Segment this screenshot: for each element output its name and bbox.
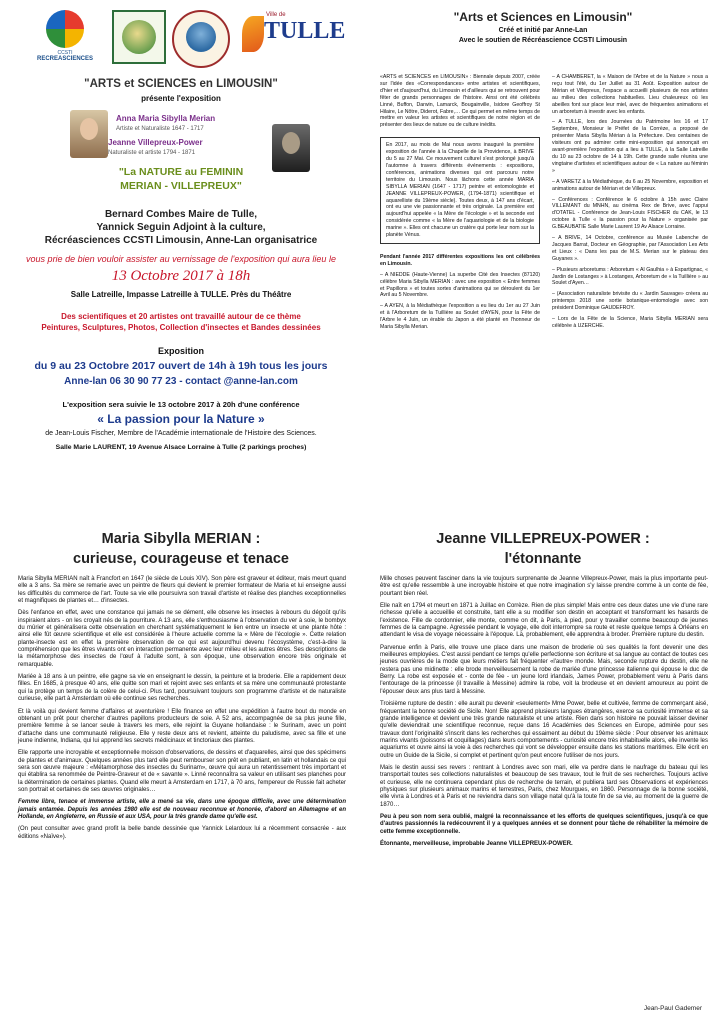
artists-line-2: Peintures, Sculptures, Photos, Collection d'insectes et Bandes dessinées	[41, 323, 321, 332]
power-title-2: l'étonnante	[504, 551, 582, 567]
host-line: Yannick Seguin Adjoint à la culture,	[96, 222, 266, 233]
merian-footnote: (On peut consulter avec grand profit la belle bande dessinée que Yannick Lelardoux lui a récemment consacrée - aux éditions «Naïve»).	[18, 826, 346, 840]
contact: Anne-lan 06 30 90 77 23 - contact @anne-lan.com	[64, 376, 298, 387]
ccsti-logo-text: CCSTI	[57, 50, 73, 56]
about-title: "Arts et Sciences en Limousin"	[453, 10, 633, 24]
power-paragraph: Elle naît en 1794 et meurt en 1871 à Juillac en Corrèze. Rien de plus simple! Mais entre ces deux dates une vie d'une rare richesse qu'elle a accueillie et construite, tant elle a su modifier son destin en acceptant et transformant les hasards de l'existence. Fille de cordonnier, elle monte, comme on dit, à Paris, à pied, pour y travailler comme beaucoup de jeunes femmes de la campagne. Agressée pendant le voyage, elle doit interrompre sa route et reste quelque temps à Orléans en attendant le visa de voyage nécessaire à l'époque. Là, probablement, elle apprendra à broder. Première rupture du destin.	[380, 603, 708, 639]
leaf-icon	[122, 20, 156, 54]
hosts	[0, 208, 362, 247]
merian-paragraph: Dès l'enfance en effet, avec une constance qui jamais ne se dément, elle observe les insectes à rebours du dégoût qu'ils inspiraient alors - on les croyait nés de la pourriture. A 13 ans, elle s'enthousiasme à l'observation du ver à soie, le bombyx du mûrier et généralisera cette observation en cherchant systématiquement le lien entre un insecte et une plante hôte : ainsi elle fût œuvre scientifique et elle est considérée à l'heure actuelle comme la « Mère de l'écologie ». Cette relation plante-insecte est en effet la première observation de ce qui est aujourd'hui devenu l'écosystème, c'est-à-dire la compréhension que les êtres vivants ont en interaction permanente avec leur milieu et les autres êtres. Ses descriptions de la métamorphose des insectes de l'œuf à l'adulte sont, à son époque, une observation encore très originale et remarquable.	[18, 610, 346, 668]
about-left-column	[380, 74, 540, 335]
boxed-paragraph: En 2017, au mois de Mai nous avons inauguré la première exposition de l'année à la Chapelle de la Providence, à BRIVE du 5 au 27 Mai. Ce mouvement culturel s'est prolongé jusqu'à l'automne à travers différents événements : expositions, conférences, animations diverses qui ont parcouru notre territoire du Limousin. Nous lâchons cette année MARIA SIBYLLA MERIAN (1647 - 1717) peintre et entomologiste et JEANNE VILLEPREUX-POWER, (1794-1871) scientifique et aquarelliste du 19ème siècle). Toutes deux, à 147 ans d'écart, ont eu une vie passionnante et très originale. La première est aujourd'hui appelée « la Mère de l'écologie » et la seconde est considérée comme « la Mère de l'aquariologie et de la biologie marine ». Elles ont chacune un cratère qui porte leur nom sur la planète Vénus.	[380, 137, 540, 244]
merian-name: Anna Maria Sibylla Merian	[116, 114, 216, 123]
conference-speaker: de Jean-Louis Fischer, Membre de l'Académie internationale de l'Histoire des Sciences.	[45, 430, 317, 437]
power-title-1: Jeanne VILLEPREUX-POWER :	[436, 531, 650, 547]
ccsti-logo-subtext: RECREASCIENCES	[36, 56, 93, 62]
portraits	[70, 110, 310, 170]
power-paragraph: Troisième rupture de destin : elle aurait pu devenir «seulement» Mme Power, belle et cultivée, femme de commerçant aisé, fréquentant la bonne société de Sicile. Non! Elle apprend plusieurs langues étrangères, exerce sa curiosité immense et sa grande intelligence et devient une très grande naturaliste et une artiste. Rien dans son histoire ne pouvait laisser deviner qu'elle deviendrait une scientifique reconnue, reçue dans 16 Académies des Sciences en Europe, admirée pour ses travaux dont l'originalité s'inscrit dans les recherches qui essaiment au début du 19ème siècle : Pour observer les animaux marins vivants (poissons et coquillages) dans leurs comportements - curiosité encore très inhabituelle alors, elle invente les aquariums et ouvre ainsi la voie à des recherches qui vont se développer ensuite dans les stations maritimes. Elle écrit en outre un Guide de la Sicile, si complet et pertinent qu'on peut encore l'utiliser de nos jours.	[380, 701, 708, 759]
event-item: – (Association naturaliste brivisite du « Jardin Sauvage» créera au printemps 2018 une sortie botanique-entomologie avec son président Dominique GAUDEFROY.	[552, 291, 708, 312]
power-name: Jeanne Villepreux-Power	[108, 138, 203, 147]
artists-line-1: Des scientifiques et 20 artistes ont travaillé autour de ce thème	[61, 312, 301, 321]
invitation-panel	[0, 0, 362, 512]
power-portrait	[272, 124, 310, 172]
power-role: Naturaliste et artiste 1794 - 1871	[108, 150, 196, 156]
tulle-wave-icon	[242, 16, 264, 52]
ccsti-logo-icon	[46, 10, 84, 48]
invite-line: vous prie de bien vouloir assister au vernissage de l'exposition qui aura lieu le	[26, 254, 336, 264]
merian-title-1: Maria Sibylla MERIAN :	[101, 531, 261, 547]
bird-icon	[186, 22, 216, 52]
event-item: – A AYEN, à la Médiathèque l'exposition a eu lieu du 1er au 27 Juin et à l'Arboretum de la Tuillière au Soulet d'AYEN, pour la Fête de l'Arbre le 4 Juin, un érable du Japon a été planté en l'honneur de Maria Sibylla Merian.	[380, 303, 540, 331]
presents-line: présente l'exposition	[141, 94, 221, 103]
expo-dates: du 9 au 23 Octobre 2017 ouvert de 14h à 19h tous les jours	[34, 360, 328, 372]
about-subtitle-1: Créé et initié par Anne-Lan	[498, 27, 588, 34]
merian-title-2: curieuse, courageuse et tenace	[73, 551, 289, 567]
event-item: – Conférences : Conférence le 6 octobre à 15h avec Claire VILLEMANT du MNHN, au cinéma Rex de Brive, avec l'appui d'OTATEL - Conférence de Jean-Louis FISCHER du CAK, le 13 octobre à Tulle « la passion pour la Nature » organisée par G.BEAUBATIE Salle Marie Laurent 19 Av Alsace Lorraine.	[552, 196, 708, 231]
about-subtitle-2: Avec le soutien de Récréascience CCSTI Limousin	[458, 37, 628, 44]
event-item: – A VARETZ à la Médiathèque, du 6 au 25 Novembre, exposition et animations autour de Mérian et de Villepreux.	[552, 178, 708, 192]
invitation-heading: "ARTS et SCIENCES en LIMOUSIN"	[84, 78, 278, 90]
merian-portrait	[70, 110, 108, 158]
power-paragraph: Mille choses peuvent fasciner dans la vie toujours surprenante de Jeanne Villepreux-Power, mais la plus importante peut-être est qu'elle ressemble à une incroyable histoire et que notre imagination s'y laisse prendre comme à un conte de fée, pourtant bien réel.	[380, 576, 708, 597]
event-item: – A TULLE, lors des Journées du Patrimoine les 16 et 17 Septembre, Monsieur le Préfet de la Corrèze, a proposé de présenter Maria Sibylla Mérian à la Préfecture. Des centaines de visiteurs ont pu admirer cette mini-exposition qui annonçait en avant-première l'exposition qui a lieu à TULLE, à la Salle Latreille du 10 au 23 octobre de 14 à 19h. Cette grande salle réunira une vingtaine d'artistes et scientifiques autour de « La nature au féminin »	[552, 119, 708, 174]
host-line: Bernard Combes Maire de Tulle,	[104, 209, 258, 220]
event-item: – Lors de la Fête de la Science, Maria Sibylla MERIAN sera célébrée à UZERCHE.	[552, 316, 708, 329]
merian-paragraph: Maria Sibylla MERIAN naît à Francfort en 1647 (le siècle de Louis XIV). Son père est graveur et éditeur, mais meurt quand elle a 3 ans. Sa mère se remarie avec un peintre de fleurs qui devient le premier formateur de Maria et lui enseigne aussi les difficultés du commerce de l'art. Toute sa vie elle poursuivra son travail d'artiste et réalise des planches exceptionnelles et magnifiques de plantes et… d'insectes.	[18, 576, 346, 605]
conference-title: « La passion pour la Nature »	[97, 412, 265, 426]
power-closing: Étonnante, merveilleuse, improbable Jeanne VILLEPREUX-POWER.	[380, 841, 573, 847]
theme-line-1: "La NATURE au FEMININ	[118, 166, 244, 178]
merian-bold-paragraph: Femme libre, tenace et immense artiste, elle a mené sa vie, dans une époque difficile, avec une détermination jamais entamée. Depuis les années 1980 elle est de nouveau reconnue et honorée, d'abord en Allemagne et en Hollande, en Angleterre, en Russie et aux USA, pour la très grande dame qu'elle est.	[18, 799, 346, 820]
host-line: Récréasciences CCSTI Limousin, Anne-Lan organisatrice	[44, 235, 318, 246]
tulle-text: TULLE	[264, 18, 346, 44]
event-item: – Plusieurs arboretums : Arboretum « Al Gaulhia » à Espartignac, « Jardin de Lostanges » à Lostanges, Arboretum de « la Tuillière » au Soulet d'Ayen…	[552, 266, 708, 287]
ccsti-logo	[34, 10, 96, 66]
merian-text	[18, 576, 346, 846]
conference-place: Salle Marie LAURENT, 19 Avenue Alsace Lorraine à Tulle (2 parkings proches)	[55, 444, 307, 451]
signature: Jean-Paul Gademer	[643, 1005, 702, 1012]
power-paragraph: Mais le destin aussi ses revers : rentrant à Londres avec son mari, elle va perdre dans le naufrage du bateau qui les transportait toutes ses collections naturalistes et beaucoup de ses travaux, tout le fruit de ses recherches. Toujours active et curieuse, elle ne continuera cependant plus de recherche de terrain, et publiera tard ses Observations et expériences physiques sur plusieurs animaux marins et terrestres, Paris, chez Mourgues, en 1860. Personnage de la bonne société, elle vivra à Londres et à Paris et ne reviendra dans son village natal qu'à la toute fin de sa vie, au moment de la guerre de 1870…	[380, 764, 708, 808]
event-item: – A BRIVE, 14 Octobre, conférence au Musée Labenche de Jacques Barrat, Docteur en Géographie, par l'Association Les Arts et Lieux : « Dans les pas de M.S. Merian sur le plateau des Guyanes ».	[552, 235, 708, 262]
venue: Salle Latreille, Impasse Latreille à TULLE. Près du Théâtre	[70, 290, 292, 299]
power-text	[380, 576, 708, 853]
power-paragraph: Parvenue enfin à Paris, elle trouve une place dans une maison de broderie où ses qualités la font devenir une des meilleures employées. C'est aussi pendant ce temps qu'elle perfectionne son écriture et sa langue au contact de toutes ces jeunes ouvrières de la mode que leurs métiers fait fréquenter «l'autre» monde. Mais, seconde rupture du destin, elle ne restera pas une midinette : elle brode merveilleusement la robe de mariée d'une princesse italienne qui épouse le duc de Berry. La robe est exposée et - conte de fée - un jeune lord irlandais, James Power, probablement venu à Paris dans l'entourage de la princesse (il travaille à Messine) admire la robe, voit la brodeuse et en devient amoureux au point de l'épouser deux ans plus tard à Messine.	[380, 644, 708, 695]
arts-sciences-logo	[112, 10, 166, 64]
pendant-heading: Pendant l'année 2017 différentes expositions les ont célébrées en Limousin.	[380, 253, 540, 267]
logos-row	[0, 10, 362, 68]
about-panel	[362, 0, 724, 512]
merian-paragraph: Et là voilà qui devient femme d'affaires et aventurière ! Elle finance en effet une expédition à l'autre bout du monde en obtenant un prêt pour chercher d'autres papillons producteurs de soie. A 52 ans, accompagnée de sa plus jeune fille, première femme à se lancer seule à travers les mers, elle rejoint la Guyane hollandaise : le Surinam, avec un point d'attache dans une communauté religieuse. Elle y reste deux ans et revient, atteinte du paludisme, avec sa fille et une jeune indienne, Indiana, qui lui apprend les secrets médicinaux et tinctoriaux des plantes.	[18, 708, 346, 744]
merian-panel	[0, 512, 362, 1024]
conference-intro: L'exposition sera suivie le 13 octobre 2017 à 20h d'une conférence	[62, 400, 300, 409]
event-item: – A CHAMBERET, la « Maison de l'Arbre et de la Nature » nous a reçu tout l'été, du 1er Juillet au 31 Août. Exposition autour de Mérian et Villepreux, l'espace a accueilli plusieurs de nos artistes au milieu des collections habituelles. Lieu chaleureux où les abeilles font sur place leur miel, avec de fréquentes animations et un arboretum à investir avec les enfants.	[552, 74, 708, 115]
medallion-logo	[172, 10, 230, 68]
power-panel	[362, 512, 724, 1024]
merian-paragraph: Mariée à 18 ans à un peintre, elle gagne sa vie en enseignant le dessin, la peinture et la broderie. Elle a rapidement deux filles. En 1685, à presque 40 ans, elle quitte son mari et rejoint avec ses enfants et sa mère une communauté protestante qui la protège un temps de la colère de celui-ci. Plus tard, poursuivant toujours son programme d'artiste et de naturaliste curieuse, elle part à Amsterdam où elle continue ses recherches.	[18, 674, 346, 703]
power-bold-paragraph: Peu à peu son nom sera oublié, malgré la reconnaissance et les efforts de quelques scientifiques, jusqu'à ce que d'autres passionnés la redécouvrent il y a quelques années et se donnent pour tâche de réhabiliter la mémoire de cette femme exceptionnelle.	[380, 813, 708, 835]
expo-label: Exposition	[157, 346, 204, 356]
biennale-paragraph: «ARTS et SCIENCES en LIMOUSIN» : Biennale depuis 2007, créée sur l'idée des «Correspondances» entre artistes et scientifiques, d'hier et d'aujourd'hui, du Limousin et d'ailleurs qui se retrouvent pour fêter de grands personnages de l'histoire. Ainsi ont été célébrés Linné, Buffon, Darwin, Lamarck, Bougainville, Isidore Geoffroy St Hilaire, Le Nôtre, Diderot, Fabre,… Ce qui permet en même temps de mettre en valeur les artistes et scientifiques de notre région et de présenter des lieux de nature ou de culture inédits.	[380, 74, 541, 129]
merian-paragraph: Elle rapporte une incroyable et exceptionnelle moisson d'observations, de dessins et d'aquarelles, ainsi que des spécimens de plantes et d'animaux. Quelques années plus tard elle peut rembourser son prêt en publiant, en latin et hollandais ce qui sera son œuvre majeure : «Métamorphose des insectes du Surinam», œuvre qui aura un retentissement très important et qui établira sa renommée de Peintre-Graveur et de « savante ». Linné reconnaîtra sa valeur en utilisant ses planches pour la détermination de certaines plantes. Quand elle meurt à Amsterdam en 1717, à 70 ans, l'empereur de Russie fait acheter son portrait et certaines de ses œuvres originales…	[18, 750, 346, 793]
about-right-column	[552, 74, 708, 334]
tulle-logo	[240, 10, 346, 62]
vernissage-date: 13 Octobre 2017 à 18h	[111, 268, 251, 284]
ville-de-text: Ville de	[266, 12, 286, 18]
theme-line-2: MERIAN - VILLEPREUX"	[120, 180, 242, 192]
merian-role: Artiste et Naturaliste 1647 - 1717	[116, 126, 204, 132]
event-item: – A NIEDDE (Haute-Vienne) La superbe Cité des Insectes (87120) célèbre Maria Sibylla MERIAN : avec une exposition « Entre femmes et Papillons » et toutes sortes d'animations qui se déroulent du 1er Avril au 5 Novembre.	[380, 271, 540, 299]
